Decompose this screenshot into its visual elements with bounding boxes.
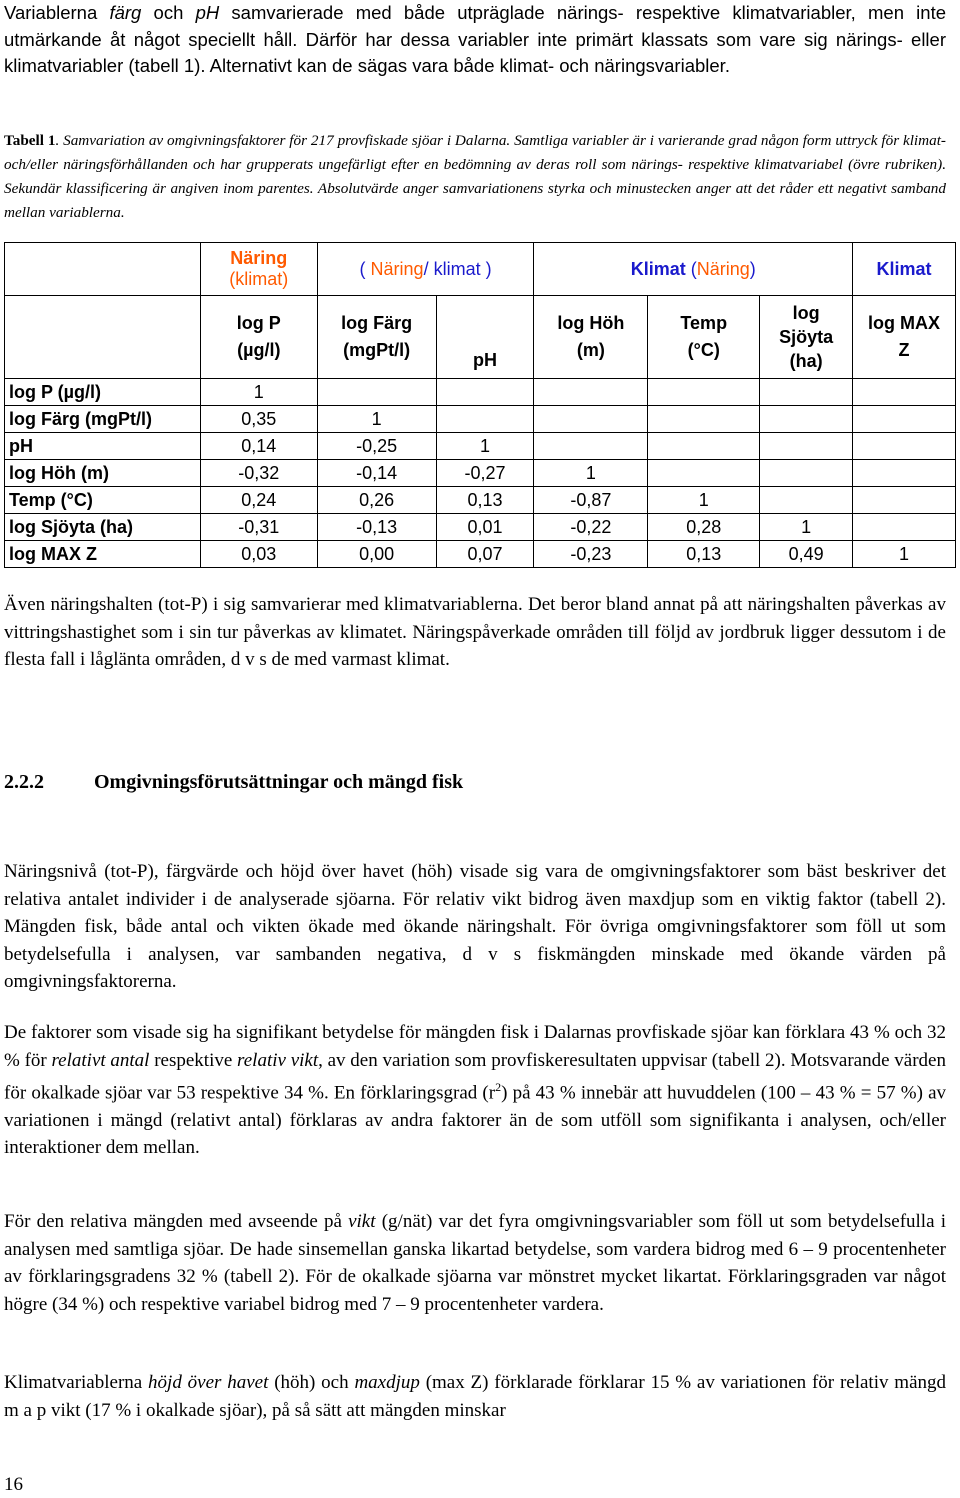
table-cell: 0,07 bbox=[436, 541, 534, 568]
column-header-line: log Höh bbox=[557, 313, 625, 333]
table-row bbox=[5, 541, 956, 568]
table-cell: 1 bbox=[200, 379, 317, 406]
intro-paragraph bbox=[4, 0, 946, 80]
table-cell: 0,01 bbox=[436, 514, 534, 541]
column-header-line: log MAX bbox=[868, 313, 941, 333]
paragraph-text: (höh) och bbox=[268, 1372, 355, 1393]
column-header bbox=[760, 296, 853, 379]
paragraph-text: Klimatvariablerna bbox=[4, 1372, 149, 1393]
column-header-line: Temp bbox=[680, 313, 728, 333]
column-header bbox=[436, 296, 534, 379]
group-label: Näring bbox=[370, 258, 424, 279]
paren-close: ) bbox=[749, 258, 756, 279]
table-cell: 0,00 bbox=[317, 541, 436, 568]
table-cell bbox=[760, 406, 853, 433]
column-header-line: log bbox=[792, 303, 820, 323]
row-label: Temp (°C) bbox=[5, 487, 201, 514]
row-label: log Höh (m) bbox=[5, 460, 201, 487]
paragraph-term: relativ vikt bbox=[237, 1049, 319, 1071]
group-separator: / bbox=[423, 258, 429, 279]
column-header-line: log Färg bbox=[341, 313, 413, 333]
table-cell: -0,22 bbox=[534, 514, 648, 541]
intro-term-ph: pH bbox=[195, 2, 220, 23]
table-cell bbox=[760, 487, 853, 514]
table-row bbox=[5, 433, 956, 460]
intro-text: Variablerna bbox=[4, 2, 110, 23]
paragraph-text: De faktorer som visade sig ha signifikant betydelse för mängden fisk i Dalarnas provfiskade sjöar kan förklara 43 % och 32 % för bbox=[4, 1022, 946, 1071]
table-cell bbox=[853, 433, 956, 460]
table-cell: 0,03 bbox=[200, 541, 317, 568]
intro-text: samvarierade med både utpräglade närings- respektive klimatvariabler, men inte utmärkande åt något speciellt håll. Därför har dessa variabler inte primärt klassats som vare sig närings- eller klimatvariabler (tabell 1). Alternativt kan de sägas vara både klimat- och näringsvariabler. bbox=[4, 2, 947, 76]
table-cell: 1 bbox=[436, 433, 534, 460]
table-cell bbox=[760, 433, 853, 460]
variable-header-row bbox=[5, 296, 956, 379]
table-caption bbox=[4, 129, 946, 225]
table-cell: -0,87 bbox=[534, 487, 648, 514]
table-caption-label: Tabell 1 bbox=[4, 132, 56, 149]
row-label: log Färg (mgPt/l) bbox=[5, 406, 201, 433]
page-number: 16 bbox=[4, 1474, 23, 1495]
column-header bbox=[648, 296, 760, 379]
group-sublabel: Näring bbox=[696, 258, 750, 279]
table-row bbox=[5, 514, 956, 541]
table-cell bbox=[436, 379, 534, 406]
paragraph-text: (max Z) förklarade förklarar 15 % av variationen för relativ mängd m a p vikt (17 % i okalkade sjöar), på så sätt att mängden minskar bbox=[4, 1372, 947, 1421]
group-header-row bbox=[5, 243, 956, 296]
corner-cell bbox=[5, 243, 201, 296]
table-cell: 1 bbox=[853, 541, 956, 568]
table-cell: 0,24 bbox=[200, 487, 317, 514]
paragraph-term: maxdjup bbox=[354, 1372, 420, 1393]
column-header bbox=[853, 296, 956, 379]
table-row bbox=[5, 487, 956, 514]
row-label: log P (µg/l) bbox=[5, 379, 201, 406]
table-cell: 0,13 bbox=[436, 487, 534, 514]
paragraph-naringshalt: Även näringshalten (tot-P) i sig samvarierar med klimatvariablerna. Det beror bland annat på att näringshalten påverkas av vittringshastighet som i sin tur påverkas av klimatet. Näringspåverkade områden till följd av jordbruk ligger dessutom i de flesta fall i låglänta områden, d v s de med varmast klimat. bbox=[4, 594, 946, 670]
column-header bbox=[200, 296, 317, 379]
correlation-table bbox=[4, 242, 956, 568]
group-label: Klimat bbox=[876, 258, 932, 279]
table-cell bbox=[648, 406, 760, 433]
row-label: pH bbox=[5, 433, 201, 460]
table-cell bbox=[534, 379, 648, 406]
row-label: log Sjöyta (ha) bbox=[5, 514, 201, 541]
table-cell: 1 bbox=[760, 514, 853, 541]
table-cell bbox=[853, 406, 956, 433]
column-header-line: (m) bbox=[576, 340, 605, 360]
table-cell: -0,25 bbox=[317, 433, 436, 460]
table-cell: -0,31 bbox=[200, 514, 317, 541]
intro-term-farg: färg bbox=[109, 2, 142, 23]
section-heading bbox=[4, 771, 463, 794]
paragraph-klimatvariabler bbox=[4, 1369, 946, 1424]
paragraph-text: För den relativa mängden med avseende på bbox=[4, 1211, 349, 1232]
table-cell: 1 bbox=[534, 460, 648, 487]
superscript: 2 bbox=[495, 1080, 502, 1094]
column-header-line: (mgPt/l) bbox=[343, 340, 411, 360]
table-cell bbox=[317, 379, 436, 406]
group-label: klimat bbox=[433, 258, 481, 279]
paren-close: ) bbox=[485, 258, 492, 279]
table-cell bbox=[436, 406, 534, 433]
group-label: Näring bbox=[230, 248, 288, 268]
paren-open: ( bbox=[690, 258, 697, 279]
table-cell: 0,35 bbox=[200, 406, 317, 433]
table-cell bbox=[534, 406, 648, 433]
section-number: 2.2.2 bbox=[4, 771, 44, 793]
table-cell bbox=[853, 514, 956, 541]
table-cell: -0,27 bbox=[436, 460, 534, 487]
paragraph-omgivningsfaktorer: Näringsnivå (tot-P), färgvärde och höjd över havet (höh) visade sig vara de omgivningsfaktorer som bäst beskriver det relativa antalet individer i de analyserade sjöarna. För relativ vikt bidrog även maxdjup som en viktig faktor (tabell 2). Mängden fisk, både antal och vikten ökade med ökande näringshalt. För övriga omgivningsfaktorer som föll ut som betydelsefulla i analysen, var sambanden negativa, d v s fiskmängden minskade med ökande värden på omgivningsfaktorerna. bbox=[4, 861, 946, 992]
paragraph-text: respektive bbox=[149, 1049, 238, 1071]
table-cell bbox=[534, 433, 648, 460]
table-cell: 0,13 bbox=[648, 541, 760, 568]
table-cell bbox=[648, 433, 760, 460]
paragraph-forklaringsgrad bbox=[4, 1019, 946, 1162]
table-cell bbox=[853, 379, 956, 406]
column-header-line: log P bbox=[236, 313, 281, 333]
table-cell: -0,14 bbox=[317, 460, 436, 487]
paragraph-text: , av den variation som provfiskeresultaten uppvisar (tabell 2). Motsvarande värden för okalkade sjöar var 53 respektive 34 %. En förklaringsgrad (r bbox=[4, 1049, 946, 1104]
table-cell: 0,26 bbox=[317, 487, 436, 514]
table-caption-text: . Samvariation av omgivningsfaktorer för 217 provfiskade sjöar i Dalarna. Samtliga variabler är i varierande grad någon form uttryck för klimat- och/eller näringsförhållanden och har grupperats ungefärligt efter en bedömning av deras roll som närings- respektive klimatvariabel (övre rubriken). Sekundär klassificering är angiven inom parentes. Absolutvärde anger samvariationens styrka och minustecken anger att det råder ett negativt samband mellan variablerna. bbox=[4, 132, 946, 221]
column-header-line: Z bbox=[898, 340, 910, 360]
table-cell: 1 bbox=[648, 487, 760, 514]
paragraph-term: vikt bbox=[348, 1211, 376, 1232]
column-header bbox=[317, 296, 436, 379]
column-header-line: (µg/l) bbox=[237, 340, 281, 360]
row-label: log MAX Z bbox=[5, 541, 201, 568]
column-header-line: Sjöyta bbox=[779, 327, 834, 347]
column-header-line: (ha) bbox=[789, 351, 823, 371]
table-cell bbox=[760, 460, 853, 487]
section-title: Omgivningsförutsättningar och mängd fisk bbox=[94, 771, 464, 793]
table-row bbox=[5, 406, 956, 433]
intro-text: och bbox=[141, 2, 196, 23]
paren-open: ( bbox=[359, 258, 366, 279]
paragraph-term: relativt antal bbox=[51, 1049, 150, 1071]
table-cell: 1 bbox=[317, 406, 436, 433]
corner-cell bbox=[5, 296, 201, 379]
paragraph-vikt bbox=[4, 1208, 946, 1318]
table-cell: -0,23 bbox=[534, 541, 648, 568]
table-cell: 0,49 bbox=[760, 541, 853, 568]
table-row bbox=[5, 379, 956, 406]
column-header bbox=[534, 296, 648, 379]
paragraph-text: (g/nät) var det fyra omgivningsvariabler som föll ut som betydelsefulla i analysen med samtliga sjöar. De hade sinsemellan ganska likartad betydelse, som vardera bidrog med 6 – 9 procentenheter av förklaringsgradens 32 % (tabell 2). För de okalkade sjöarna var mönstret mycket likartat. Förklaringsgraden var något högre (34 %) och respektive variabel bidrog med 7 – 9 procentenheter vardera. bbox=[4, 1211, 946, 1315]
table-cell: 0,28 bbox=[648, 514, 760, 541]
table-cell bbox=[648, 460, 760, 487]
table-cell bbox=[853, 460, 956, 487]
group-label: Klimat bbox=[630, 258, 686, 279]
table-cell bbox=[853, 487, 956, 514]
table-cell bbox=[648, 379, 760, 406]
group-sublabel: (klimat) bbox=[229, 269, 289, 289]
column-header-line: (°C) bbox=[687, 340, 720, 360]
paragraph-text: ) på 43 % innebär att huvuddelen (100 – 43 % = 57 %) av variationen i mängd (relativt antal) förklaras av andra faktorer än de som utföll som signifikanta i analysen, och/eller interaktioner dem mellan. bbox=[4, 1082, 947, 1159]
table-cell bbox=[760, 379, 853, 406]
column-header-line: pH bbox=[473, 350, 498, 370]
group-header-naring-klimat bbox=[317, 243, 534, 296]
group-header-klimat-naring bbox=[534, 243, 853, 296]
paragraph-term: höjd över havet bbox=[148, 1372, 269, 1393]
table-cell: 0,14 bbox=[200, 433, 317, 460]
table-cell: -0,13 bbox=[317, 514, 436, 541]
table-row bbox=[5, 460, 956, 487]
table-cell: -0,32 bbox=[200, 460, 317, 487]
group-header-klimat bbox=[853, 243, 956, 296]
group-header-naring bbox=[200, 243, 317, 296]
